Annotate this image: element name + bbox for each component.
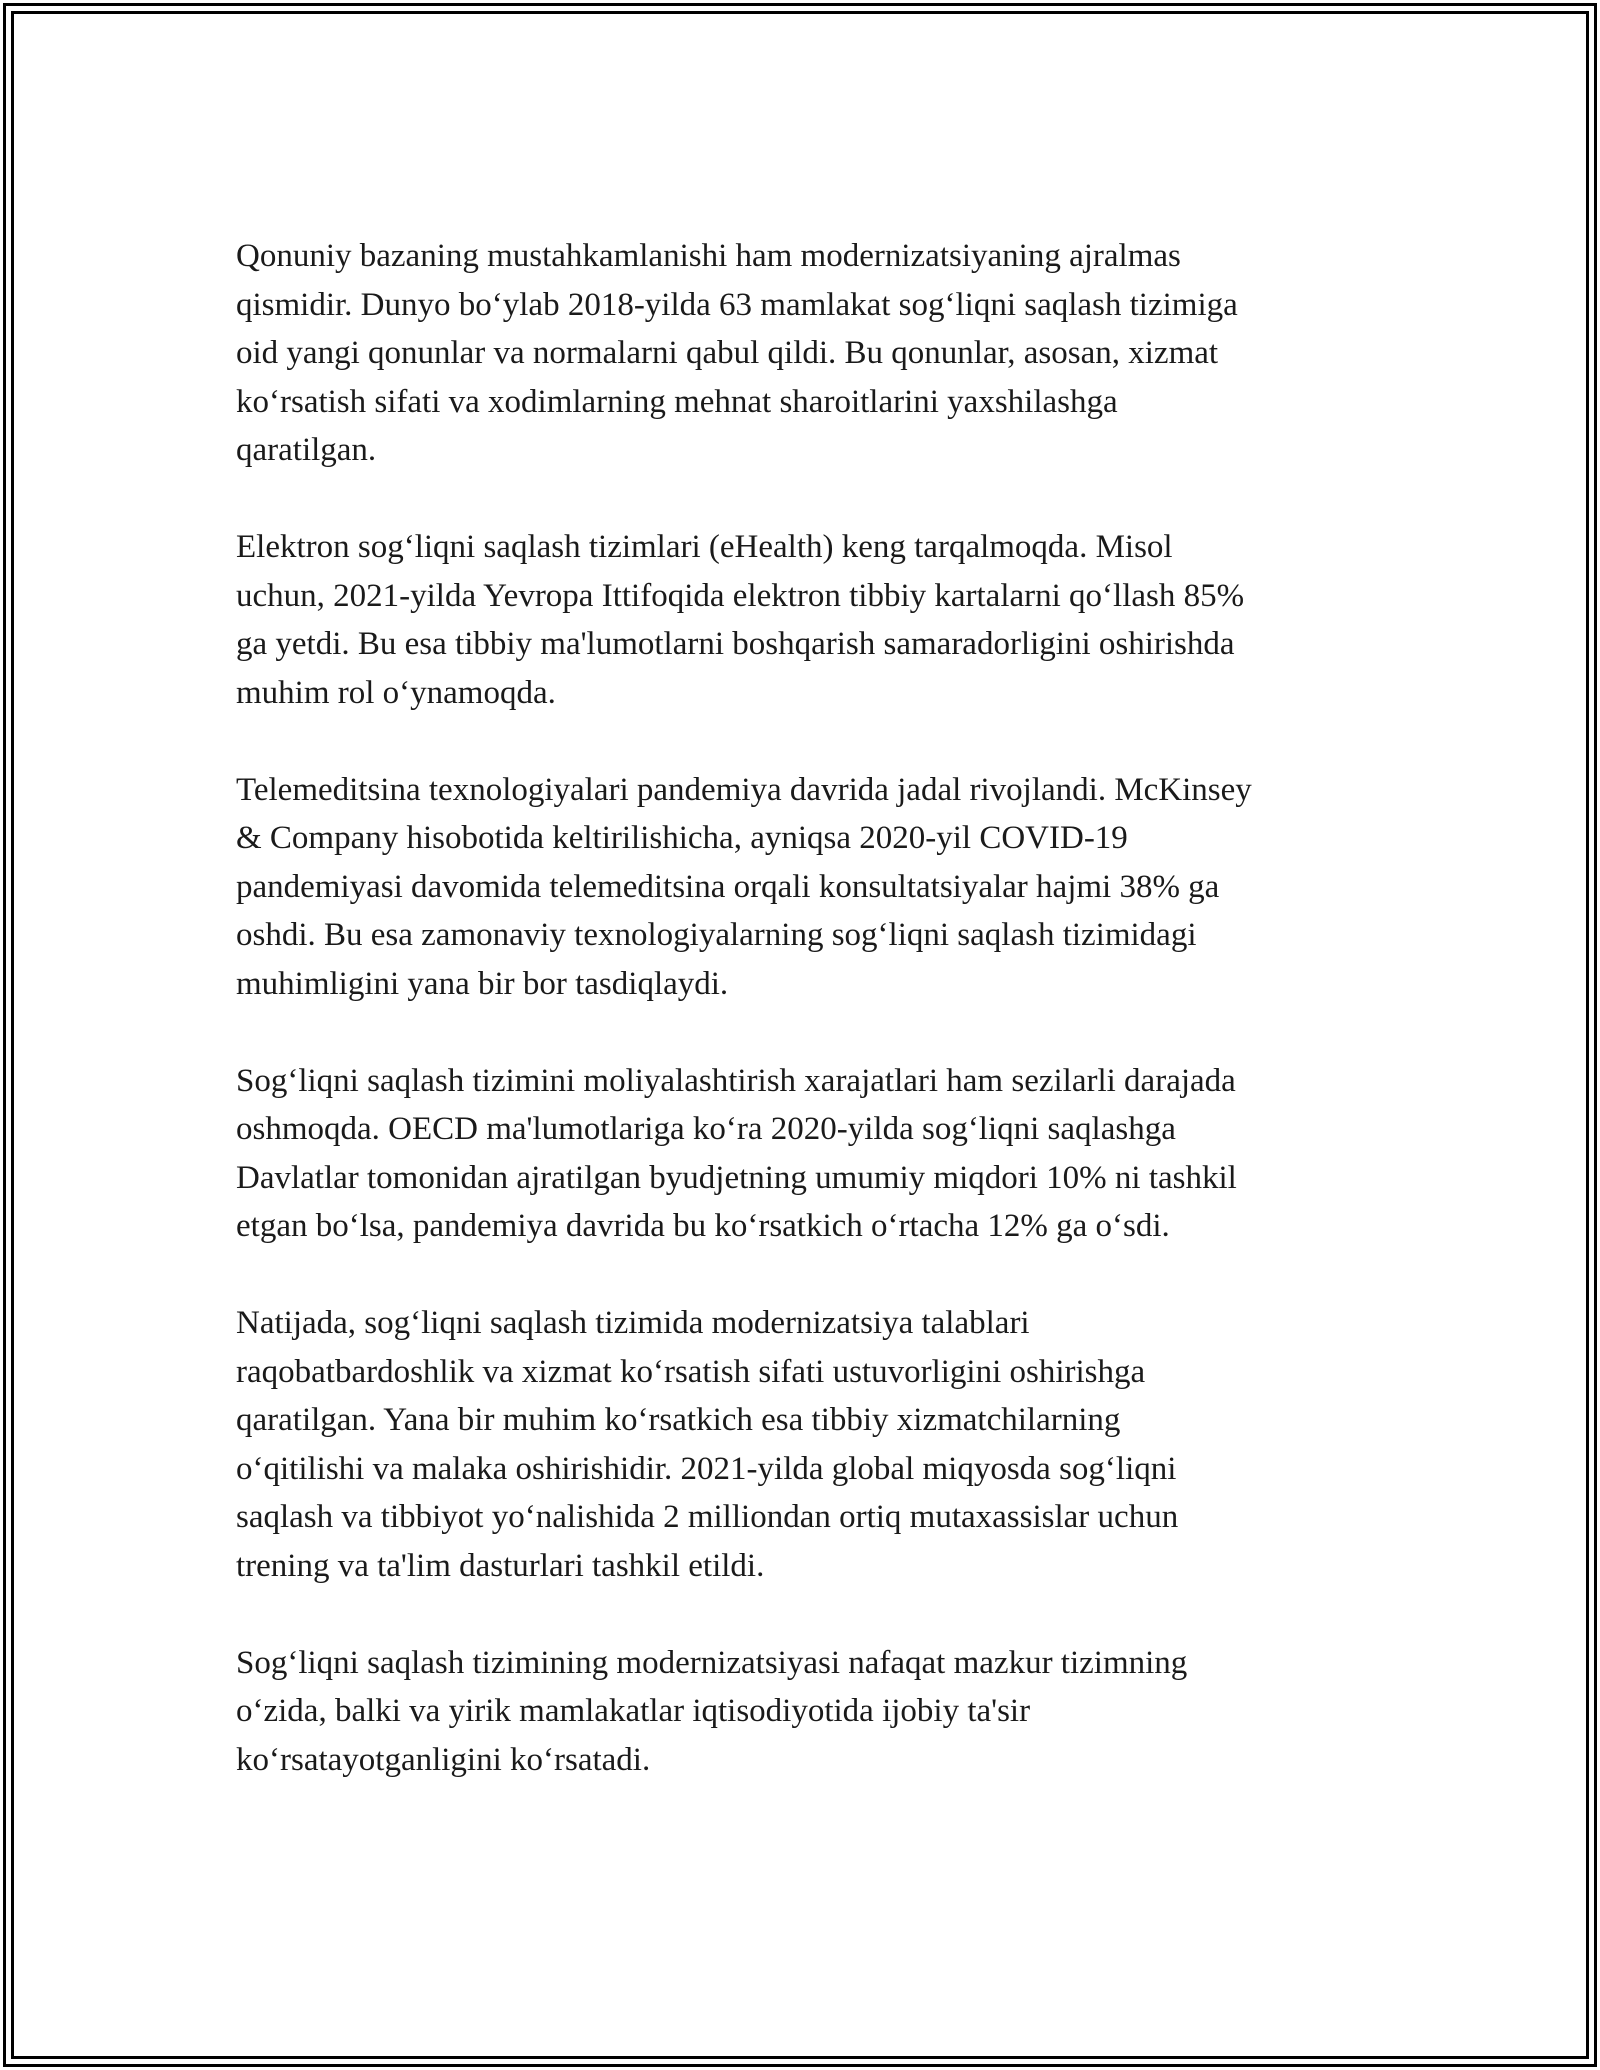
paragraph-telemedicine: Telemeditsina texnologiyalari pandemiya davrida jadal rivojlandi. McKinsey & Company hisobotida keltirilishicha, ayniqsa 2020-yil COVID-19 pandemiyasi davomida telemeditsina orqali konsultatsiyalar hajmi 38% ga oshdi. Bu esa zamonaviy texnologiyalarning sog‘liqni saqlash tizimidagi muhimligini yana bir bor tasdiqlaydi. (236, 771, 1252, 1002)
paragraph-economic-impact: Sog‘liqni saqlash tizimining modernizatsiyasi nafaqat mazkur tizimning o‘zida, balki va yirik mamlakatlar iqtisodiyotida ijobiy ta'sir ko‘rsatayotganligini ko‘rsatadi. (236, 1644, 1188, 1778)
paragraph-legal-base: Qonuniy bazaning mustahkamlanishi ham modernizatsiyaning ajralmas qismidir. Dunyo bo‘ylab 2018-yilda 63 mamlakat sog‘liqni saqlash tizimiga oid yangi qonunlar va normalarni qabul qildi. Bu qonunlar, asosan, xizmat ko‘rsatish sifati va xodimlarning mehnat sharoitlarini yaxshilashga qaratilgan. (236, 238, 1238, 468)
document-body (236, 232, 1366, 1784)
paragraph-conclusion: Natijada, sog‘liqni saqlash tizimida modernizatsiya talablari raqobatbardoshlik va xizmat ko‘rsatish sifati ustuvorligini oshirishga qaratilgan. Yana bir muhim ko‘rsatkich esa tibbiy xizmatchilarning o‘qitilishi va malaka oshirishidir. 2021-yilda global miqyosda sog‘liqni saqlash va tibbiyot yo‘nalishida 2 milliondan ortiq mutaxassislar uchun trening va ta'lim dasturlari tashkil etildi. (236, 1305, 1179, 1584)
paragraph-ehealth: Elektron sog‘liqni saqlash tizimlari (eHealth) keng tarqalmoqda. Misol uchun, 2021-yilda Yevropa Ittifoqida elektron tibbiy kartalarni qo‘llash 85% ga yetdi. Bu esa tibbiy ma'lumotlarni boshqarish samaradorligini oshirishda muhim rol o‘ynamoqda. (236, 529, 1245, 711)
paragraph-financing: Sog‘liqni saqlash tizimini moliyalashtirish xarajatlari ham sezilarli darajada oshmoqda. OECD ma'lumotlariga ko‘ra 2020-yilda sog‘liqni saqlashga Davlatlar tomonidan ajratilgan byudjetning umumiy miqdori 10% ni tashkil etgan bo‘lsa, pandemiya davrida bu ko‘rsatkich o‘rtacha 12% ga o‘sdi. (236, 1062, 1237, 1244)
